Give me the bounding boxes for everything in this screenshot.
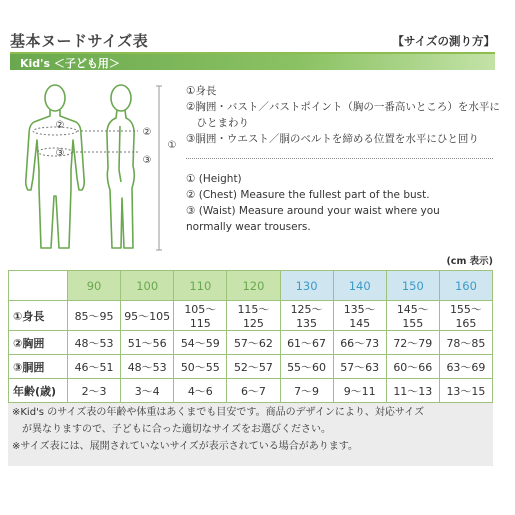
table-cell: 57～63 [333,355,386,379]
table-cell: 6～7 [227,379,280,403]
note-line: ※サイズ表には、展開されていないサイズが表示されている場合があります。 [12,441,358,452]
size-140: 140 [333,271,386,301]
table-cell: 48～53 [121,355,174,379]
table-cell: 60～66 [386,355,439,379]
legend-divider [186,158,493,159]
size-120: 120 [227,271,280,301]
table-cell: 78～85 [439,331,492,355]
row-label: 年齢(歳) [9,379,68,403]
body-figure-icon [20,78,190,258]
table-cell: 50～55 [174,355,227,379]
table-row-waist [9,355,493,379]
table-cell: 125～135 [280,301,333,331]
table-cell: 11～13 [386,379,439,403]
size-90: 90 [68,271,121,301]
legend-en-height: ① (Height) [186,173,242,185]
section-label: Kid's ＜子ども用＞ [20,57,120,70]
page-title: 基本ヌードサイズ表 [10,32,149,50]
table-cell: 105～115 [174,301,227,331]
notes-box [8,403,493,466]
body-figure-illustration [20,78,190,258]
legend-chest: ②胸囲・バスト／バストポイント（胸の一番高いところ）を水平に [186,101,500,113]
table-cell: 46～51 [68,355,121,379]
size-header-row [9,271,493,301]
table-cell: 61～67 [280,331,333,355]
height-marker: ① [167,140,177,151]
legend-waist: ③胴囲・ウエスト／胴のベルトを締める位置を水平にひと回り [186,133,479,145]
size-110: 110 [174,271,227,301]
legend-en-chest: ② (Chest) Measure the fullest part of the bust. [186,189,430,201]
table-cell: 55～60 [280,355,333,379]
measurement-legend-en [186,171,440,235]
chest-marker: ② [55,120,65,131]
row-label: ③胴囲 [9,355,68,379]
table-cell: 52～57 [227,355,280,379]
size-130: 130 [280,271,333,301]
table-cell: 85～95 [68,301,121,331]
header-corner [9,271,68,301]
row-label: ①身長 [9,301,68,331]
size-100: 100 [121,271,174,301]
table-row-height [9,301,493,331]
note-line: ※Kid's のサイズ表の年齢や体重はあくまでも目安です。商品のデザインにより、対応サイズ [12,407,425,418]
table-cell: 63～69 [439,355,492,379]
size-table [8,270,493,403]
chest-marker-side: ② [142,127,152,138]
note-line: が異なりますので、子どもに合った適切なサイズをお選びください。 [22,424,331,435]
table-cell: 155～165 [439,301,492,331]
table-cell: 66～73 [333,331,386,355]
table-cell: 51～56 [121,331,174,355]
legend-en-waist: ③ (Waist) Measure around your waist where you [186,205,440,217]
table-cell: 145～155 [386,301,439,331]
measurement-legend-jp [186,83,500,147]
legend-height: ①身長 [186,85,217,97]
size-150: 150 [386,271,439,301]
header [10,30,495,52]
row-label: ②胸囲 [9,331,68,355]
table-cell: 115～125 [227,301,280,331]
table-cell: 13～15 [439,379,492,403]
table-cell: 9～11 [333,379,386,403]
unit-note: (cm 表示) [446,256,493,267]
table-cell: 95～105 [121,301,174,331]
table-cell: 72～79 [386,331,439,355]
table-cell: 48～53 [68,331,121,355]
size-160: 160 [439,271,492,301]
table-cell: 3～4 [121,379,174,403]
waist-marker: ③ [55,148,65,159]
legend-en-waist-cont: normally wear trousers. [186,221,311,233]
table-cell: 54～59 [174,331,227,355]
table-row-age [9,379,493,403]
table-cell: 4～6 [174,379,227,403]
table-cell: 57～62 [227,331,280,355]
table-cell: 2～3 [68,379,121,403]
waist-marker-side: ③ [142,155,152,166]
legend-chest-cont: ひとまわり [186,117,249,129]
table-row-chest [9,331,493,355]
table-cell: 7～9 [280,379,333,403]
section-bar [10,54,495,70]
how-to-measure-link[interactable]: 【サイズの測り方】 [392,34,495,48]
table-cell: 135～145 [333,301,386,331]
